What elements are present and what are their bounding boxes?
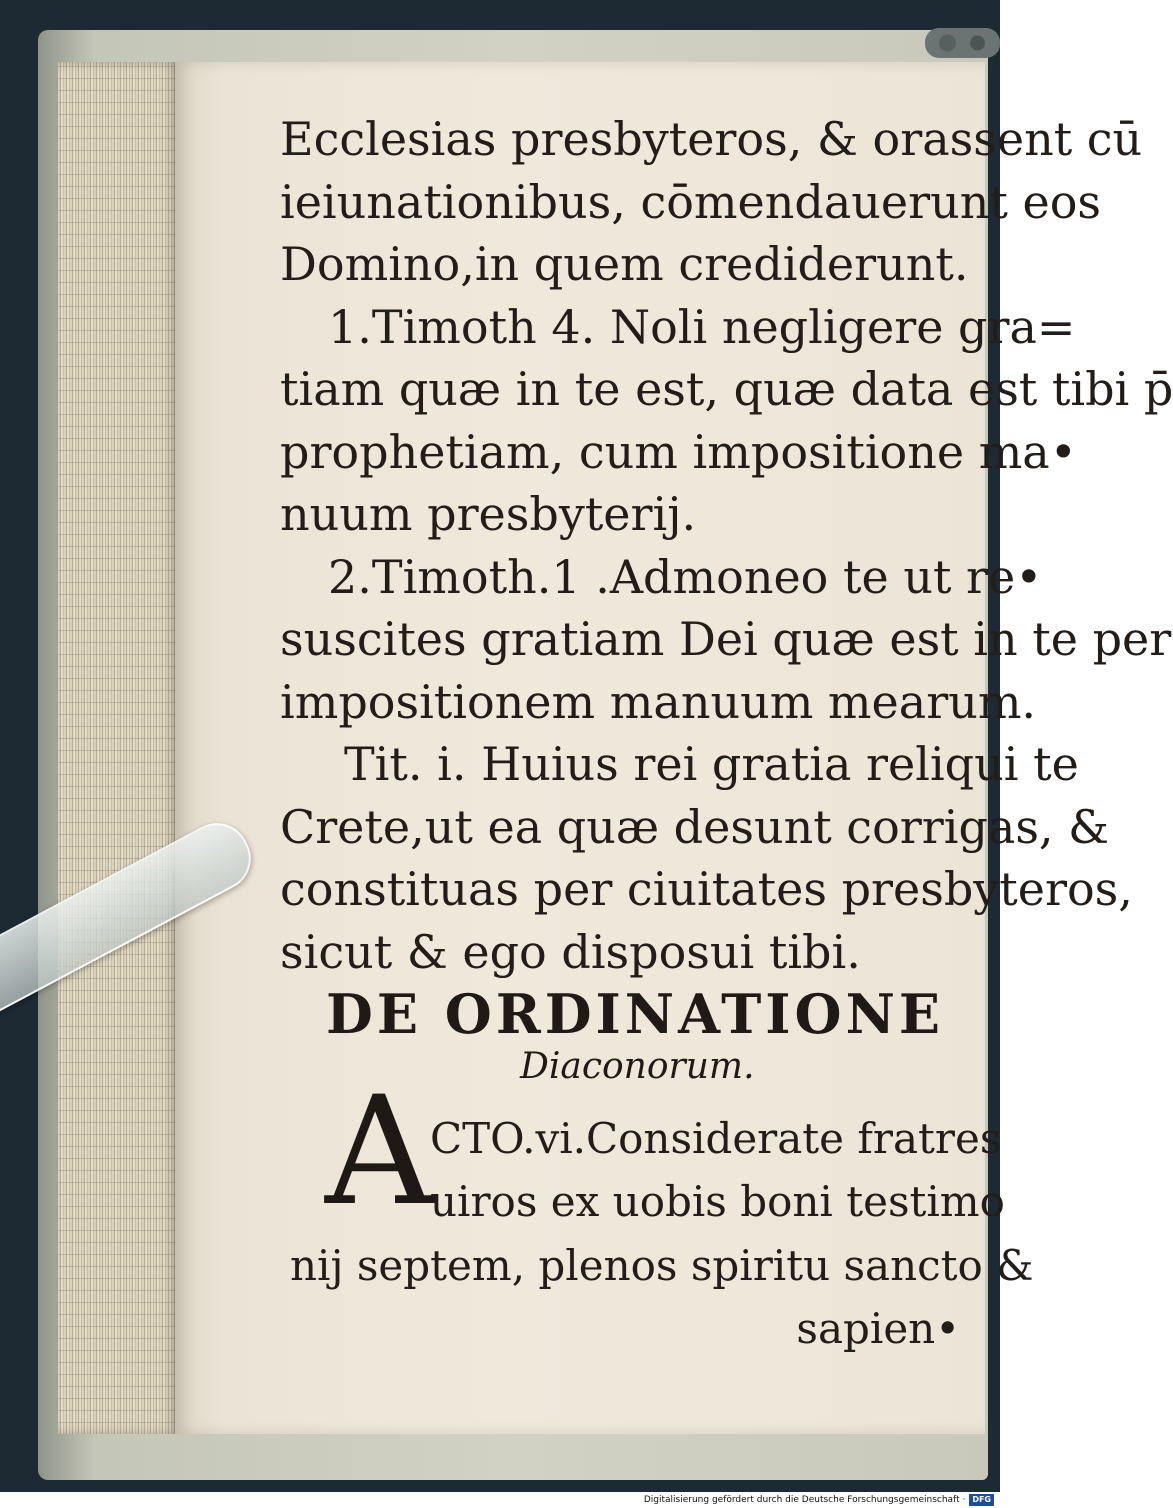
section-heading: DE ORDINATIONE bbox=[326, 982, 945, 1046]
text-line: ieiunationibus, cōmendauerunt eos bbox=[280, 174, 1101, 229]
section-subheading: Diaconorum. bbox=[520, 1046, 755, 1087]
drop-cap-text bbox=[430, 1108, 1005, 1233]
text-line: CTO.vi.Considerate fratres bbox=[430, 1114, 1002, 1163]
text-line: Crete,ut ea quæ desunt corrigas, & bbox=[280, 799, 1110, 854]
text-line: uiros ex uobis boni testimo bbox=[430, 1176, 1005, 1226]
text-line: nij septem, plenos spiritu sancto & bbox=[290, 1241, 1034, 1290]
credit-text: Digitalisierung gefördert durch die Deutsche Forschungsgemeinschaft · bbox=[643, 1495, 966, 1505]
page-edges bbox=[58, 62, 178, 1434]
dfg-logo: DFG bbox=[969, 1494, 994, 1506]
text-line: tiam quæ in te est, quæ data est tibi p̄ bbox=[280, 362, 1173, 416]
text-line: 1.Timoth 4. Noli negligere gra= bbox=[328, 299, 1076, 354]
text-line: Ecclesias presbyteros, & orassent cū bbox=[280, 112, 1143, 166]
drop-cap: A bbox=[325, 1065, 434, 1239]
book-clasp bbox=[925, 28, 1000, 58]
text-line: impositionem manuum mearum. bbox=[280, 674, 1037, 729]
text-line: nuum presbyterij. bbox=[280, 487, 697, 541]
footer-credit bbox=[0, 1492, 1000, 1508]
text-line: suscites gratiam Dei quæ est in te per bbox=[280, 612, 1172, 666]
text-line: Domino,in quem crediderunt. bbox=[280, 237, 969, 291]
text-line: sicut & ego disposui tibi. bbox=[280, 924, 861, 979]
text-line: prophetiam, cum impositione ma• bbox=[280, 424, 1077, 479]
text-line: constituas per ciuitates presbyteros, bbox=[280, 862, 1133, 916]
catchword: sapien• bbox=[796, 1303, 960, 1353]
body-text bbox=[280, 108, 1173, 983]
text-line: Tit. i. Huius rei gratia reliqui te bbox=[344, 737, 1079, 791]
text-line: 2.Timoth.1 .Admoneo te ut re• bbox=[328, 549, 1043, 604]
closing-text bbox=[290, 1236, 1034, 1359]
